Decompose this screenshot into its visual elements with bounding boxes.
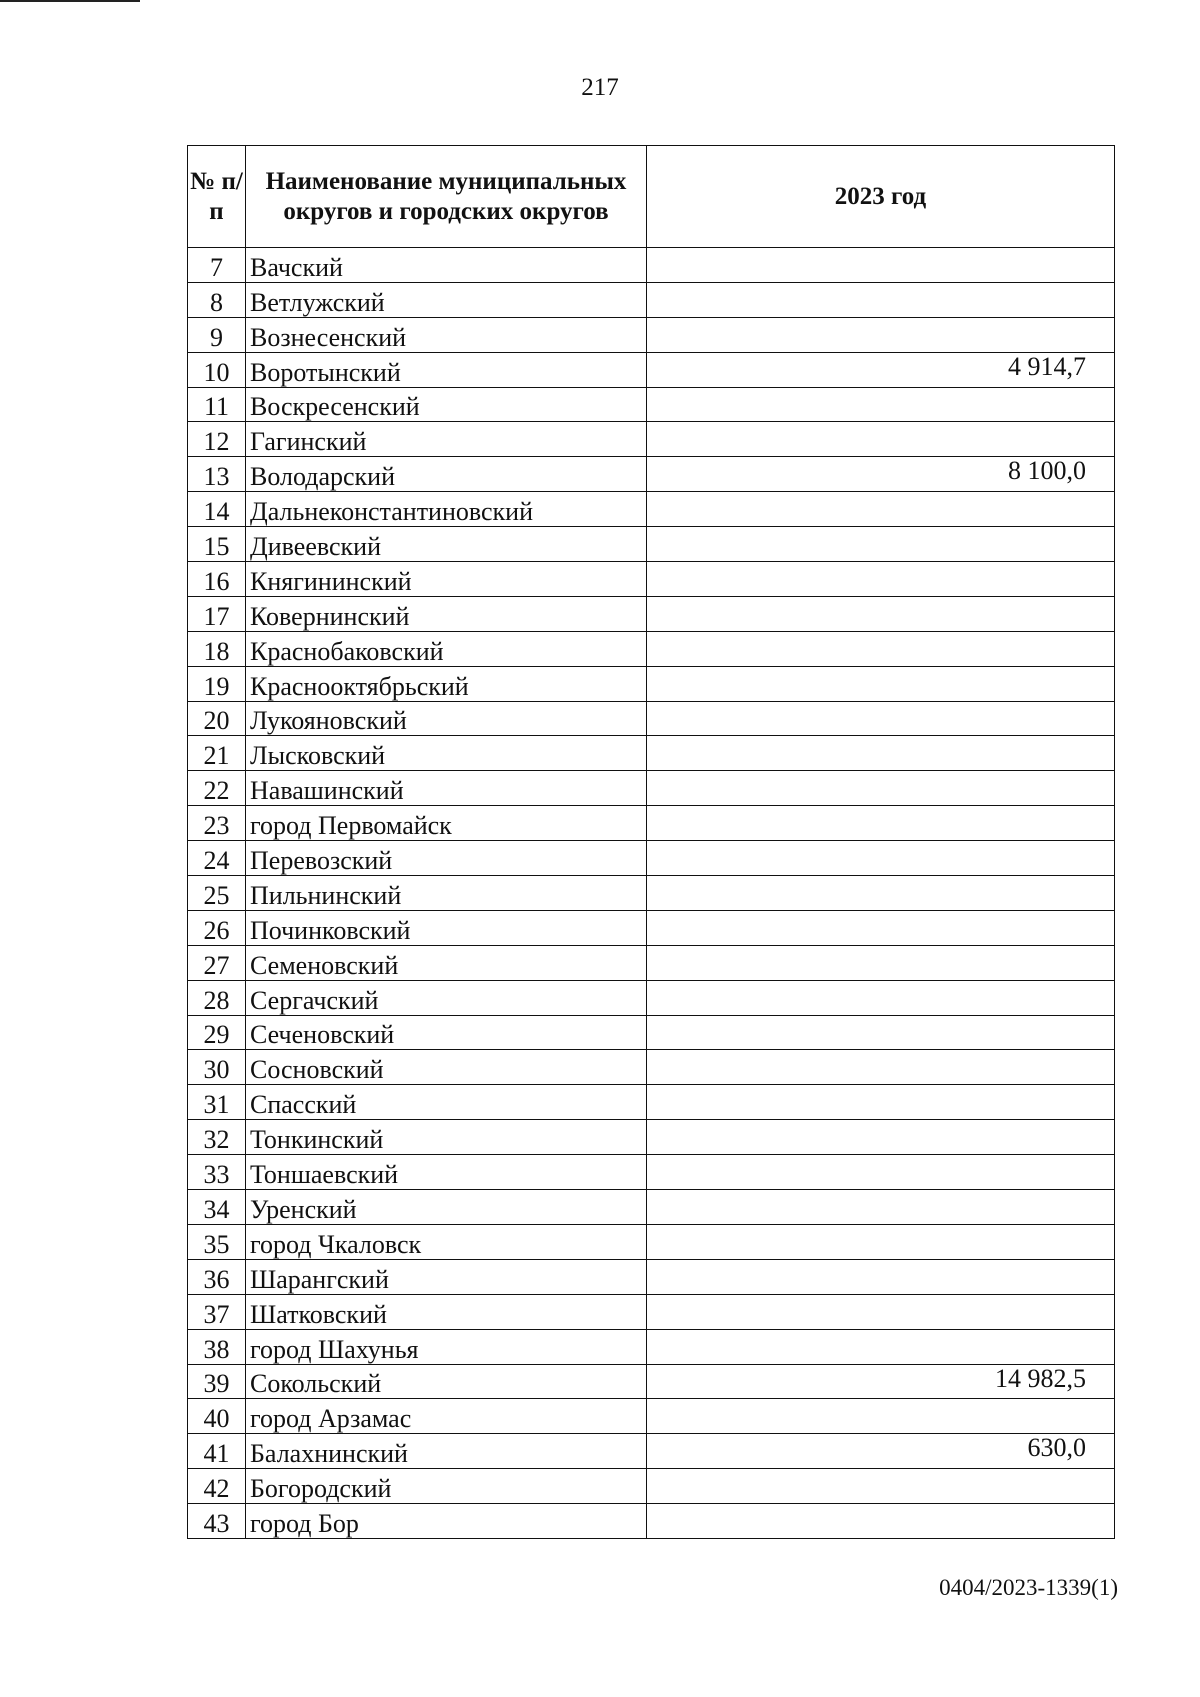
- row-number: 8: [188, 282, 246, 317]
- row-value: [647, 422, 1115, 457]
- row-name: Вачский: [246, 248, 647, 283]
- row-name: Тоншаевский: [246, 1155, 647, 1190]
- table-row: [188, 1120, 1115, 1155]
- row-name: Краснооктябрьский: [246, 666, 647, 701]
- row-number: 37: [188, 1294, 246, 1329]
- row-value: [647, 841, 1115, 876]
- table-row: [188, 1399, 1115, 1434]
- row-name: город Первомайск: [246, 806, 647, 841]
- row-value: [647, 1294, 1115, 1329]
- allocation-table: [187, 145, 1115, 1539]
- row-name: Ветлужский: [246, 282, 647, 317]
- table-body: [188, 248, 1115, 1539]
- row-name: Княгининский: [246, 562, 647, 597]
- row-number: 42: [188, 1469, 246, 1504]
- row-value: [647, 282, 1115, 317]
- table-row: [188, 1294, 1115, 1329]
- row-number: 31: [188, 1085, 246, 1120]
- table-row: [188, 910, 1115, 945]
- page-number: 217: [581, 74, 619, 101]
- row-number: 30: [188, 1050, 246, 1085]
- row-value: [647, 317, 1115, 352]
- row-value: [647, 1259, 1115, 1294]
- row-name: Вознесенский: [246, 317, 647, 352]
- table-row: [188, 492, 1115, 527]
- row-number: 14: [188, 492, 246, 527]
- table-row: [188, 1050, 1115, 1085]
- row-number: 24: [188, 841, 246, 876]
- table-row: [188, 1329, 1115, 1364]
- row-value: [647, 1050, 1115, 1085]
- row-value: [647, 248, 1115, 283]
- allocation-table-container: [187, 145, 1114, 1539]
- row-name: Перевозский: [246, 841, 647, 876]
- row-name: Гагинский: [246, 422, 647, 457]
- table-row: [188, 806, 1115, 841]
- table-row: [188, 1155, 1115, 1190]
- row-value: [647, 631, 1115, 666]
- row-value: [647, 666, 1115, 701]
- table-row: [188, 248, 1115, 283]
- row-value: [647, 387, 1115, 422]
- row-value: [647, 1015, 1115, 1050]
- row-name: Сергачский: [246, 980, 647, 1015]
- table-row: [188, 876, 1115, 911]
- row-number: 7: [188, 248, 246, 283]
- row-number: 34: [188, 1190, 246, 1225]
- row-name: Дивеевский: [246, 527, 647, 562]
- row-value: [647, 596, 1115, 631]
- row-number: 38: [188, 1329, 246, 1364]
- table-row: [188, 771, 1115, 806]
- row-value: [647, 876, 1115, 911]
- table-row: [188, 1085, 1115, 1120]
- row-number: 20: [188, 701, 246, 736]
- row-value: [647, 527, 1115, 562]
- table-row: [188, 457, 1115, 492]
- table-row: [188, 1224, 1115, 1259]
- table-row: [188, 666, 1115, 701]
- row-number: 12: [188, 422, 246, 457]
- row-value: [647, 562, 1115, 597]
- row-number: 43: [188, 1504, 246, 1539]
- table-row: [188, 631, 1115, 666]
- row-value: [647, 945, 1115, 980]
- row-name: Лукояновский: [246, 701, 647, 736]
- row-name: город Бор: [246, 1504, 647, 1539]
- row-name: Сосновский: [246, 1050, 647, 1085]
- row-number: 41: [188, 1434, 246, 1469]
- row-number: 15: [188, 527, 246, 562]
- row-value: [647, 1469, 1115, 1504]
- row-name: Навашинский: [246, 771, 647, 806]
- row-name: Володарский: [246, 457, 647, 492]
- table-row: [188, 1469, 1115, 1504]
- table-row: [188, 1504, 1115, 1539]
- row-name: Краснобаковский: [246, 631, 647, 666]
- row-value: [647, 1120, 1115, 1155]
- row-name: Балахнинский: [246, 1434, 647, 1469]
- table-header-row: [188, 146, 1115, 248]
- row-number: 36: [188, 1259, 246, 1294]
- row-number: 11: [188, 387, 246, 422]
- table-row: [188, 841, 1115, 876]
- row-number: 25: [188, 876, 246, 911]
- row-number: 28: [188, 980, 246, 1015]
- table-row: [188, 1015, 1115, 1050]
- row-name: Починковский: [246, 910, 647, 945]
- row-name: Воротынский: [246, 352, 647, 387]
- row-number: 19: [188, 666, 246, 701]
- row-value: [647, 1155, 1115, 1190]
- row-number: 27: [188, 945, 246, 980]
- table-row: [188, 736, 1115, 771]
- row-value: 8 100,0: [647, 457, 1115, 492]
- row-value: [647, 1224, 1115, 1259]
- row-value: [647, 910, 1115, 945]
- row-value: [647, 806, 1115, 841]
- row-value: [647, 1329, 1115, 1364]
- row-name: город Чкаловск: [246, 1224, 647, 1259]
- row-value: [647, 980, 1115, 1015]
- row-value: 4 914,7: [647, 352, 1115, 387]
- table-row: [188, 422, 1115, 457]
- row-name: Богородский: [246, 1469, 647, 1504]
- row-value: [647, 736, 1115, 771]
- header-name: Наименование муниципальных округов и городских округов: [246, 146, 647, 248]
- table-row: [188, 1364, 1115, 1399]
- row-value: [647, 701, 1115, 736]
- table-row: [188, 317, 1115, 352]
- row-number: 9: [188, 317, 246, 352]
- row-name: Воскресенский: [246, 387, 647, 422]
- row-number: 16: [188, 562, 246, 597]
- table-row: [188, 701, 1115, 736]
- table-row: [188, 527, 1115, 562]
- row-value: [647, 1085, 1115, 1120]
- table-row: [188, 562, 1115, 597]
- table-row: [188, 387, 1115, 422]
- scan-edge-mark: [0, 0, 140, 2]
- row-number: 13: [188, 457, 246, 492]
- row-value: [647, 771, 1115, 806]
- table-row: [188, 980, 1115, 1015]
- header-num: № п/п: [188, 146, 246, 248]
- row-value: [647, 1399, 1115, 1434]
- row-name: город Шахунья: [246, 1329, 647, 1364]
- row-name: Сокольский: [246, 1364, 647, 1399]
- table-row: [188, 1190, 1115, 1225]
- row-number: 35: [188, 1224, 246, 1259]
- row-number: 17: [188, 596, 246, 631]
- row-name: Уренский: [246, 1190, 647, 1225]
- row-value: 14 982,5: [647, 1364, 1115, 1399]
- row-number: 10: [188, 352, 246, 387]
- row-value: [647, 492, 1115, 527]
- row-name: Ковернинский: [246, 596, 647, 631]
- table-row: [188, 1434, 1115, 1469]
- row-name: Шарангский: [246, 1259, 647, 1294]
- row-number: 40: [188, 1399, 246, 1434]
- table-row: [188, 352, 1115, 387]
- row-name: город Арзамас: [246, 1399, 647, 1434]
- row-name: Лысковский: [246, 736, 647, 771]
- row-number: 29: [188, 1015, 246, 1050]
- row-name: Семеновский: [246, 945, 647, 980]
- table-row: [188, 1259, 1115, 1294]
- row-value: 630,0: [647, 1434, 1115, 1469]
- row-number: 22: [188, 771, 246, 806]
- table-row: [188, 282, 1115, 317]
- row-number: 23: [188, 806, 246, 841]
- row-name: Шатковский: [246, 1294, 647, 1329]
- row-value: [647, 1504, 1115, 1539]
- row-name: Пильнинский: [246, 876, 647, 911]
- table-row: [188, 945, 1115, 980]
- row-number: 33: [188, 1155, 246, 1190]
- table-row: [188, 596, 1115, 631]
- row-name: Тонкинский: [246, 1120, 647, 1155]
- row-name: Дальнеконстантиновский: [246, 492, 647, 527]
- row-number: 21: [188, 736, 246, 771]
- row-name: Спасский: [246, 1085, 647, 1120]
- row-number: 32: [188, 1120, 246, 1155]
- row-value: [647, 1190, 1115, 1225]
- row-number: 39: [188, 1364, 246, 1399]
- row-name: Сеченовский: [246, 1015, 647, 1050]
- header-year: 2023 год: [647, 146, 1115, 248]
- row-number: 26: [188, 910, 246, 945]
- document-code: 0404/2023-1339(1): [939, 1575, 1118, 1600]
- row-number: 18: [188, 631, 246, 666]
